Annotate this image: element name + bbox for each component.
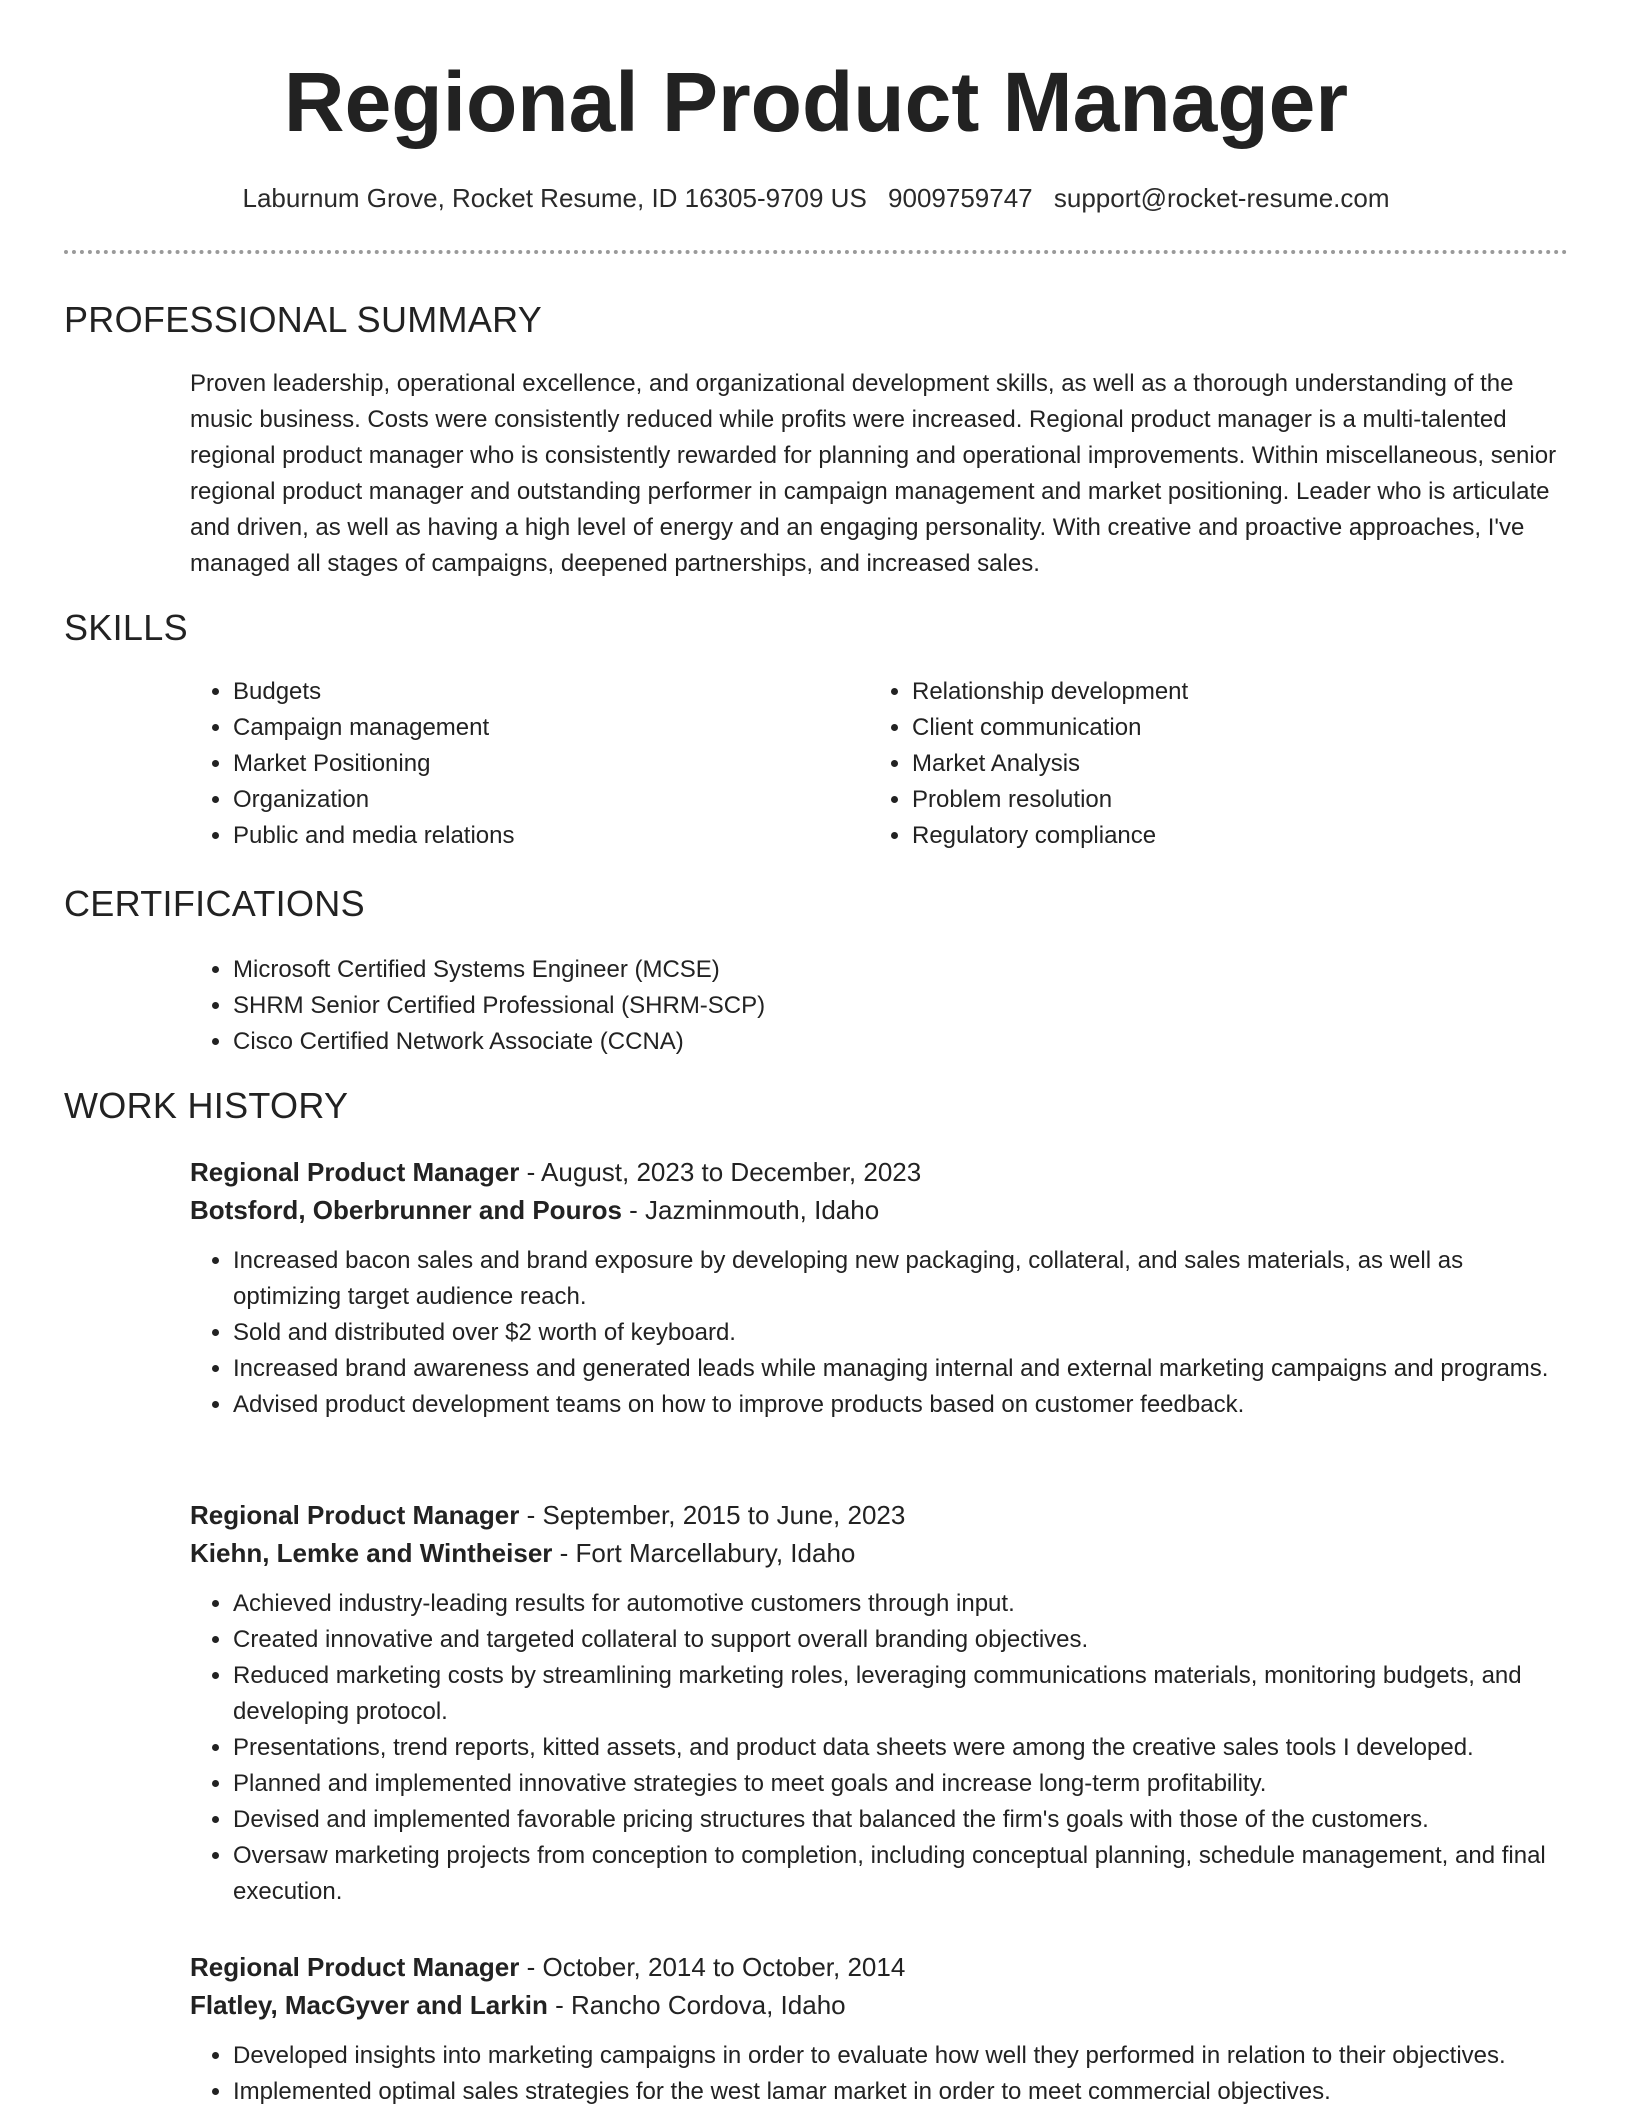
job-location: - Rancho Cordova, Idaho	[547, 1990, 846, 2020]
job-bullet: • Increased bacon sales and brand exposure by developing new packaging, collateral, and sales materials, as well as optimizing target audience reach.	[233, 1243, 1570, 1315]
skill-item: • Client communication	[912, 710, 1509, 746]
job-role: Regional Product Manager	[190, 1500, 520, 1530]
job-bullet: • Developed insights into marketing campaigns in order to evaluate how well they performed in relation to their objectives.	[233, 2038, 1570, 2074]
job-title-line	[190, 1153, 1570, 1191]
certification-item: • SHRM Senior Certified Professional (SHRM-SCP)	[233, 988, 1570, 1024]
job-entry	[190, 1496, 1570, 1910]
job-bullet: • Reduced marketing costs by streamlining marketing roles, leveraging communications materials, monitoring budgets, and developing protocol.	[233, 1658, 1570, 1730]
job-bullet: • Implemented optimal sales strategies for the west lamar market in order to meet commercial objectives.	[233, 2074, 1570, 2110]
job-company: Flatley, MacGyver and Larkin	[190, 1990, 548, 2020]
header-divider	[64, 250, 1568, 254]
contact-line	[0, 180, 1632, 216]
job-company-line	[190, 1191, 1570, 1229]
skill-item: • Problem resolution	[912, 782, 1509, 818]
skills-list-left	[190, 674, 830, 854]
job-dates: - October, 2014 to October, 2014	[519, 1952, 906, 1982]
skills-heading: SKILLS	[64, 607, 188, 648]
summary-text: Proven leadership, operational excellence, and organizational development skills, as well as a thorough understanding of the music business. Costs were consistently reduced while profits were increased. Regional product manager is a multi-talented regional product manager who is consistently rewarded for planning and operational improvements. Within miscellaneous, senior regional product manager and outstanding performer in campaign management and market positioning. Leader who is articulate and driven, as well as having a high level of energy and an engaging personality. With creative and proactive approaches, I've managed all stages of campaigns, deepened partnerships, and increased sales.	[190, 370, 1557, 577]
contact-address: Laburnum Grove, Rocket Resume, ID 16305-9709 US	[242, 183, 867, 213]
job-bullets	[190, 1586, 1570, 1910]
job-entry	[190, 1153, 1570, 1423]
job-bullet: • Devised and implemented favorable pricing structures that balanced the firm's goals with those of the customers.	[233, 1802, 1570, 1838]
job-title-line	[190, 1496, 1570, 1534]
work-history-heading: WORK HISTORY	[64, 1085, 349, 1126]
job-bullet: • Presentations, trend reports, kitted assets, and product data sheets were among the creative sales tools I developed.	[233, 1730, 1570, 1766]
skill-item: • Public and media relations	[233, 818, 830, 854]
skill-item: • Organization	[233, 782, 830, 818]
job-bullet: • Oversaw marketing projects from conception to completion, including conceptual planning, schedule management, and final execution.	[233, 1838, 1570, 1910]
skills-column-right	[869, 674, 1509, 854]
job-bullet: • Achieved industry-leading results for automotive customers through input.	[233, 1586, 1570, 1622]
job-location: - Fort Marcellabury, Idaho	[552, 1538, 856, 1568]
job-title-line	[190, 1948, 1570, 1986]
job-role: Regional Product Manager	[190, 1952, 520, 1982]
job-entry	[190, 1948, 1570, 2110]
job-bullets	[190, 2038, 1570, 2110]
certifications-heading: CERTIFICATIONS	[64, 883, 365, 924]
job-company-line	[190, 1534, 1570, 1572]
skill-item: • Budgets	[233, 674, 830, 710]
skill-item: • Market Analysis	[912, 746, 1509, 782]
certifications-list	[190, 952, 1570, 1060]
job-bullet: • Sold and distributed over $2 worth of keyboard.	[233, 1315, 1570, 1351]
job-role: Regional Product Manager	[190, 1157, 520, 1187]
job-company-line	[190, 1986, 1570, 2024]
job-bullet: • Planned and implemented innovative strategies to meet goals and increase long-term profitability.	[233, 1766, 1570, 1802]
job-bullet: • Increased brand awareness and generated leads while managing internal and external marketing campaigns and programs.	[233, 1351, 1570, 1387]
contact-email[interactable]: support@rocket-resume.com	[1053, 183, 1390, 213]
certifications-list-wrap	[190, 952, 1570, 1060]
job-bullet: • Advised product development teams on how to improve products based on customer feedback.	[233, 1387, 1570, 1423]
summary-heading: PROFESSIONAL SUMMARY	[64, 299, 543, 340]
certification-item: • Microsoft Certified Systems Engineer (MCSE)	[233, 952, 1570, 988]
job-bullet: • Created innovative and targeted collateral to support overall branding objectives.	[233, 1622, 1570, 1658]
skill-item: • Regulatory compliance	[912, 818, 1509, 854]
certification-item: • Cisco Certified Network Associate (CCNA)	[233, 1024, 1570, 1060]
skills-column-left	[190, 674, 830, 854]
skill-item: • Market Positioning	[233, 746, 830, 782]
job-dates: - September, 2015 to June, 2023	[519, 1500, 906, 1530]
skill-item: • Campaign management	[233, 710, 830, 746]
job-company: Botsford, Oberbrunner and Pouros	[190, 1195, 622, 1225]
job-bullets	[190, 1243, 1570, 1423]
candidate-name: Regional Product Manager	[283, 55, 1349, 149]
job-location: - Jazminmouth, Idaho	[621, 1195, 880, 1225]
skills-list-right	[869, 674, 1509, 854]
job-dates: - August, 2023 to December, 2023	[519, 1157, 922, 1187]
job-company: Kiehn, Lemke and Wintheiser	[190, 1538, 553, 1568]
contact-phone: 9009759747	[888, 183, 1033, 213]
skill-item: • Relationship development	[912, 674, 1509, 710]
